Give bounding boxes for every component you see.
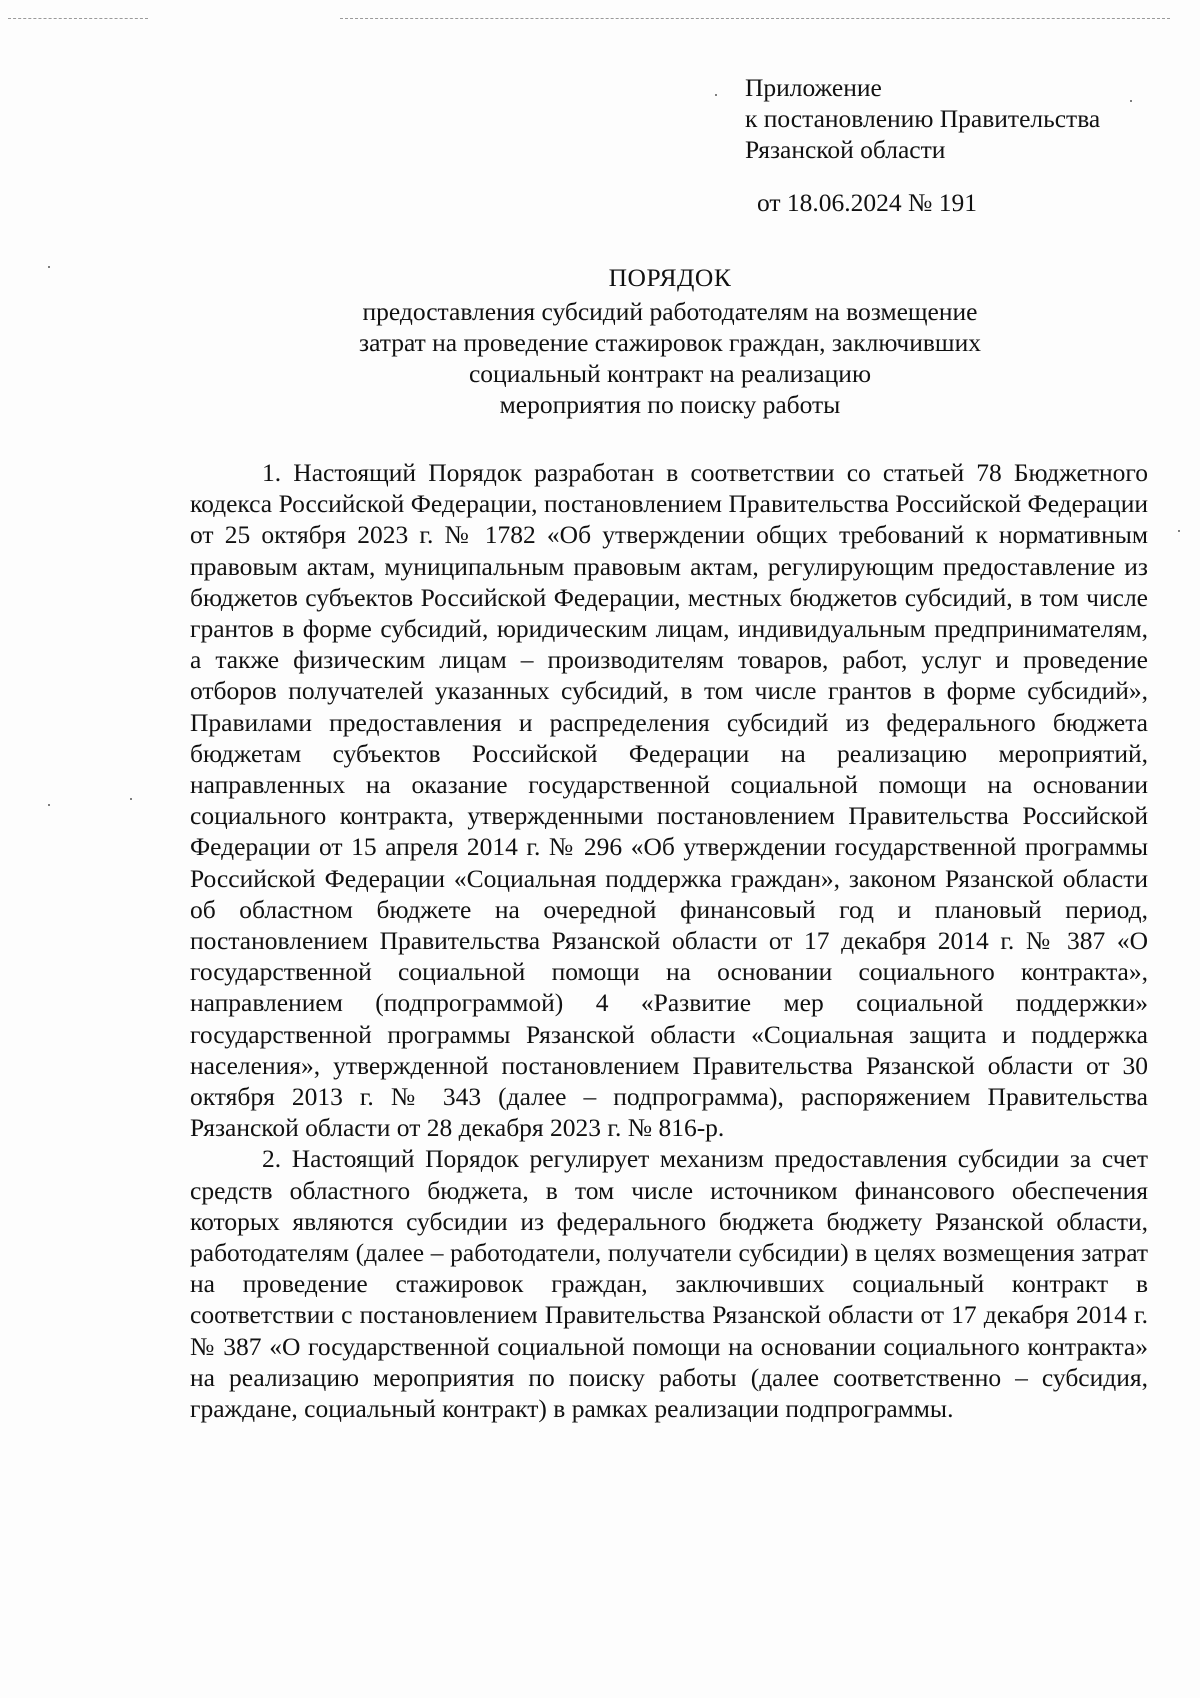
approval-region: Рязанской области (745, 135, 946, 164)
approval-block (745, 72, 1100, 218)
scan-speck (1130, 100, 1132, 102)
document-subtitle-line: затрат на проведение стажировок граждан, заключивших (359, 328, 981, 357)
document-title-block (190, 262, 1150, 420)
scan-speck (48, 266, 50, 268)
paragraph-2: 2. Настоящий Порядок регулирует механизм предоставления субсидии за счет средств областного бюджета, в том числе источником финансового обеспечения которых являются субсидии из федерального бюджета бюджету Рязанской области, работодателям (далее – работодатели, получатели субсидии) в целях возмещения затрат на проведение стажировок граждан, заключивших социальный контракт в соответствии с постановлением Правительства Рязанской области от 17 декабря 2014 г. № 387 «О государственной социальной помощи на основании социального контракта» на реализацию мероприятия по поиску работы (далее соответственно – субсидия, граждане, социальный контракт) в рамках реализации подпрограммы. (190, 1144, 1148, 1424)
approval-heading: Приложение (745, 73, 882, 102)
approval-reference: к постановлению Правительства (745, 104, 1101, 133)
document-subtitle-line: мероприятия по поиску работы (499, 390, 841, 419)
scan-speck (715, 94, 717, 96)
scan-artifact-line (8, 18, 148, 20)
scan-speck (130, 798, 132, 800)
document-body (190, 457, 1148, 1424)
scan-speck (1178, 530, 1180, 532)
approval-date-number: от 18.06.2024 № 191 (757, 188, 978, 217)
scan-speck (48, 804, 50, 806)
document-subtitle-line: социальный контракт на реализацию (468, 359, 871, 388)
document-title: ПОРЯДОК (608, 263, 732, 292)
paragraph-1: 1. Настоящий Порядок разработан в соответствии со статьей 78 Бюджетного кодекса Российской Федерации, постановлением Правительства Российской Федерации от 25 октября 2023 г. № 1782 «Об утверждении общих требований к нормативным правовым актам, муниципальным правовым актам, регулирующим предоставление из бюджетов субъектов Российской Федерации, местных бюджетов субсидий, в том числе грантов в форме субсидий, юридическим лицам, индивидуальным предпринимателям, а также физическим лицам – производителям товаров, работ, услуг и проведение отборов получателей указанных субсидий, в том числе грантов в форме субсидий», Правилами предоставления и распределения субсидий из федерального бюджета бюджетам субъектов Российской Федерации на реализацию мероприятий, направленных на оказание государственной социальной помощи на основании социального контракта, утвержденными постановлением Правительства Российской Федерации от 15 апреля 2014 г. № 296 «Об утверждении государственной программы Российской Федерации «Социальная поддержка граждан», законом Рязанской области об областном бюджете на очередной финансовый год и плановый период, постановлением Правительства Рязанской области от 17 декабря 2014 г. № 387 «О государственной социальной помощи на основании социального контракта», направлением (подпрограммой) 4 «Развитие мер социальной поддержки» государственной программы Рязанской области «Социальная защита и поддержка населения», утвержденной постановлением Правительства Рязанской области от 30 октября 2013 г. № 343 (далее – подпрограмма), распоряжением Правительства Рязанской области от 28 декабря 2023 г. № 816-р. (190, 458, 1148, 1143)
scan-artifact-line (340, 18, 1170, 20)
document-subtitle-line: предоставления субсидий работодателям на возмещение (362, 297, 978, 326)
